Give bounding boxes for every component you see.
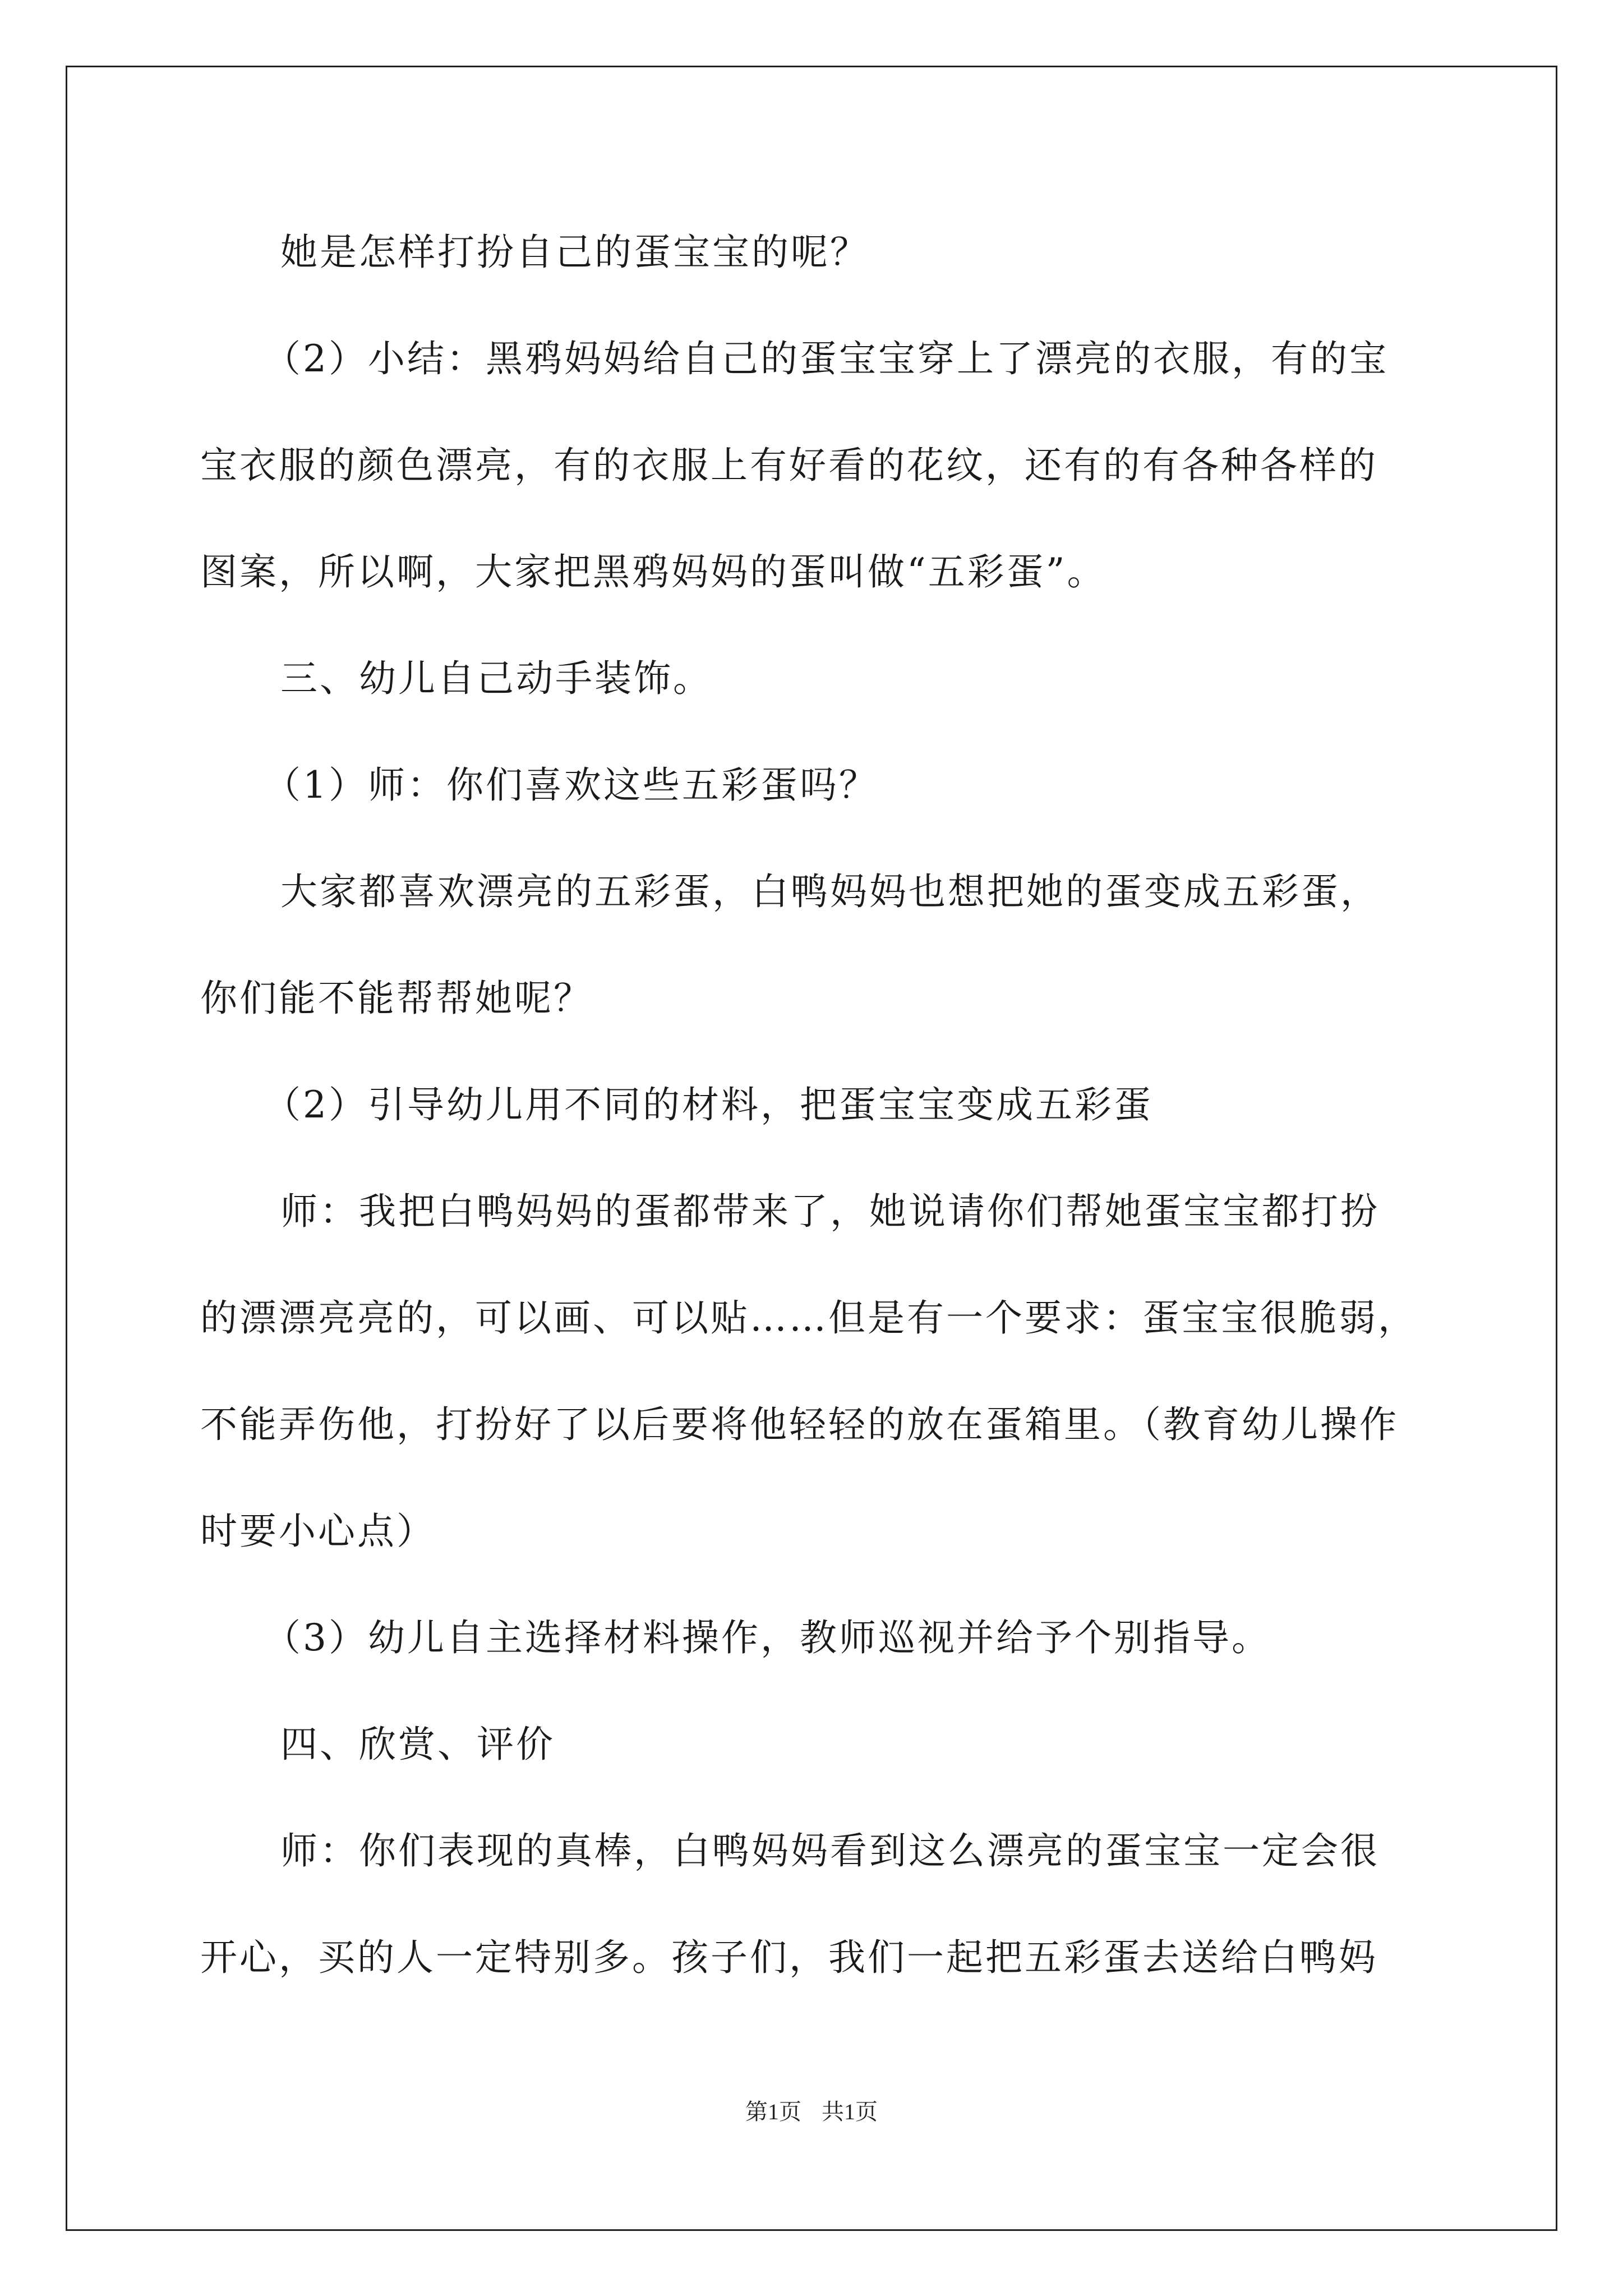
text-line: （2）小结：黑鸦妈妈给自己的蛋宝宝穿上了漂亮的衣服，有的宝 bbox=[264, 337, 1389, 380]
text-line: 的漂漂亮亮的，可以画、可以贴……但是有一个要求：蛋宝宝很脆弱， bbox=[200, 1296, 1417, 1340]
text-line: 开心，买的人一定特别多。孩子们，我们一起把五彩蛋去送给白鸭妈 bbox=[200, 1936, 1378, 1979]
text-line: 你们能不能帮帮她呢？ bbox=[200, 977, 593, 1020]
page-total: 共1页 bbox=[822, 2099, 878, 2124]
text-line: 时要小心点） bbox=[200, 1510, 436, 1553]
text-line: 师：你们表现的真棒，白鸭妈妈看到这么漂亮的蛋宝宝一定会很 bbox=[280, 1829, 1380, 1872]
text-line: 不能弄伤他，打扮好了以后要将他轻轻的放在蛋箱里。（教育幼儿操作 bbox=[200, 1403, 1399, 1446]
page-number: 第1页 bbox=[745, 2099, 801, 2124]
text-line: 宝衣服的颜色漂亮，有的衣服上有好看的花纹，还有的有各种各样的 bbox=[200, 444, 1378, 487]
text-line: 大家都喜欢漂亮的五彩蛋，白鸭妈妈也想把她的蛋变成五彩蛋， bbox=[280, 870, 1380, 913]
text-line: 她是怎样打扮自己的蛋宝宝的呢？ bbox=[280, 231, 869, 274]
text-line: （2）引导幼儿用不同的材料，把蛋宝宝变成五彩蛋 bbox=[264, 1083, 1153, 1126]
page-border bbox=[66, 66, 1557, 2231]
text-line: 图案，所以啊，大家把黑鸦妈妈的蛋叫做“五彩蛋”。 bbox=[200, 550, 1106, 593]
text-line: （1）师：你们喜欢这些五彩蛋吗？ bbox=[264, 763, 878, 807]
section-heading: 四、欣赏、评价 bbox=[280, 1723, 555, 1766]
page-footer bbox=[0, 2098, 1623, 2126]
text-line: （3）幼儿自主选择材料操作，教师巡视并给予个别指导。 bbox=[264, 1616, 1271, 1659]
text-line: 师：我把白鸭妈妈的蛋都带来了，她说请你们帮她蛋宝宝都打扮 bbox=[280, 1190, 1380, 1233]
section-heading: 三、幼儿自己动手装饰。 bbox=[280, 657, 712, 700]
